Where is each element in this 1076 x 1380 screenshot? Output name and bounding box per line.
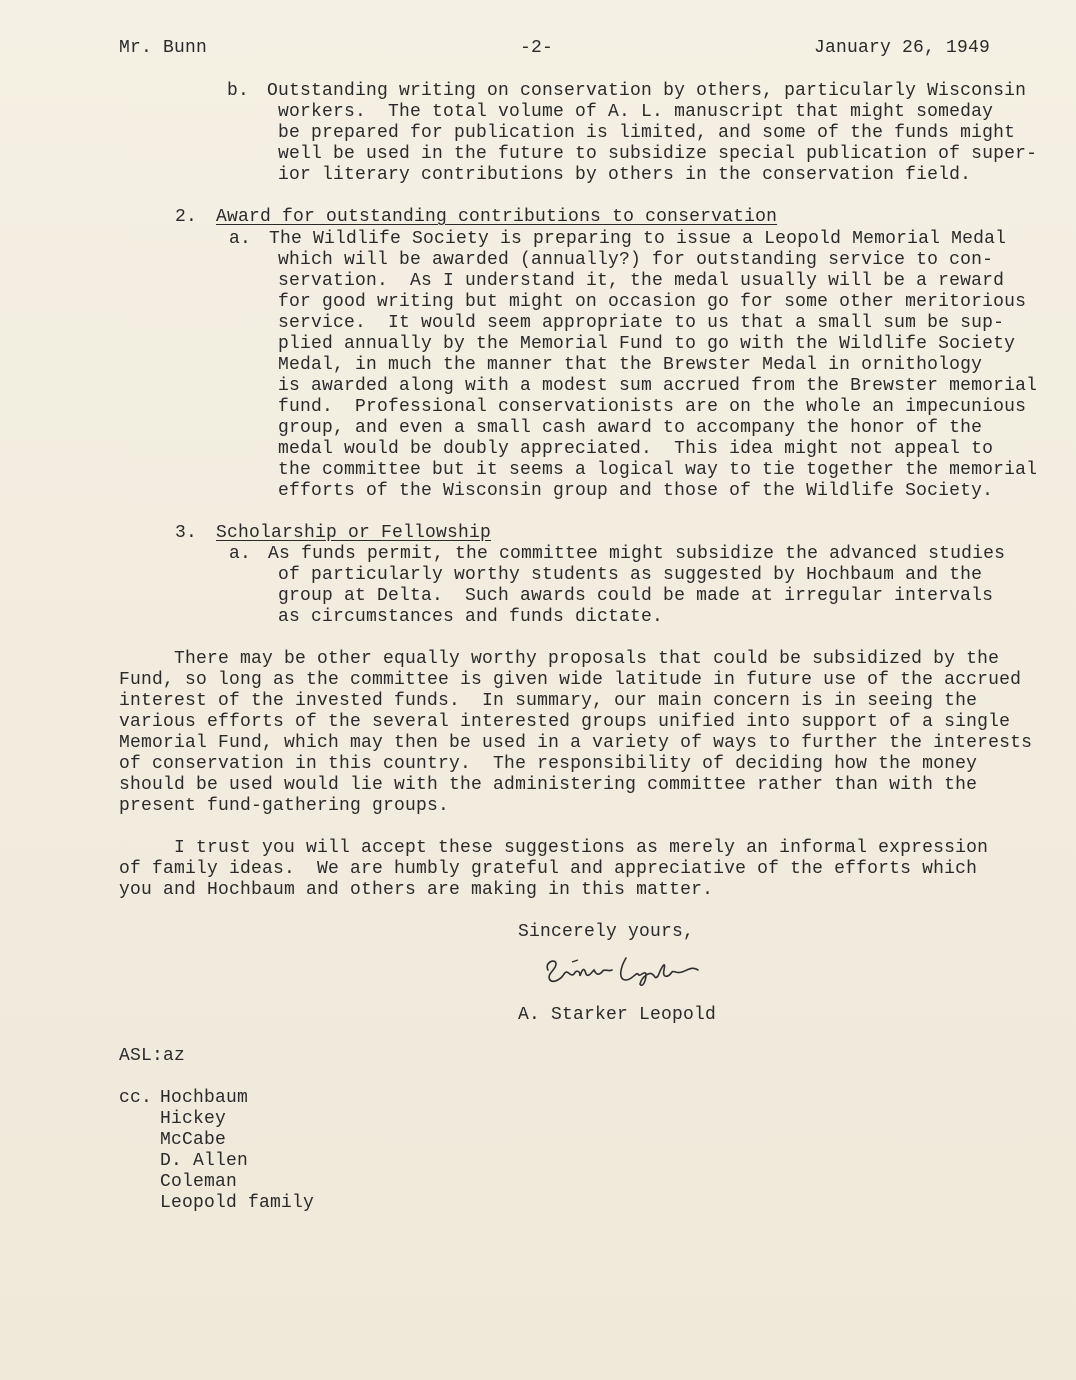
paragraph-2-line-3: you and Hochbaum and others are making in this matter. <box>119 880 714 900</box>
item-b-line-5: ior literary contributions by others in the conservation field. <box>278 165 972 185</box>
section-3-number: 3. <box>175 523 198 543</box>
section-2-line-12: the committee but it seems a logical way to tie together the memorial <box>278 460 1038 480</box>
paragraph-1-line-3: interest of the invested funds. In summary, our main concern is in seeing the <box>119 691 978 711</box>
section-2-line-6: plied annually by the Memorial Fund to go with the Wildlife Society <box>278 334 1016 354</box>
paragraph-1-line-7: should be used would lie with the administering committee rather than with the <box>119 775 978 795</box>
header-date: January 26, 1949 <box>814 38 991 58</box>
paragraph-2-line-1: I trust you will accept these suggestions as merely an informal expression <box>174 838 989 858</box>
section-2-heading: Award for outstanding contributions to conservation <box>216 207 778 227</box>
paragraph-1-line-4: various efforts of the several interested groups unified into support of a single <box>119 712 1011 732</box>
cc-recipient: D. Allen <box>160 1151 249 1171</box>
header-recipient: Mr. Bunn <box>119 38 208 58</box>
paragraph-1-line-2: Fund, so long as the committee is given wide latitude in future use of the accrued <box>119 670 1022 690</box>
section-3-heading: Scholarship or Fellowship <box>216 523 492 543</box>
section-2-line-3: servation. As I understand it, the medal usually will be a reward <box>278 271 1005 291</box>
cc-label: cc. <box>119 1088 153 1108</box>
paragraph-1-line-8: present fund-gathering groups. <box>119 796 450 816</box>
section-2-number: 2. <box>175 207 198 227</box>
section-2-line-9: fund. Professional conservationists are on the whole an impecunious <box>278 397 1027 417</box>
paragraph-1-line-5: Memorial Fund, which may then be used in a variety of ways to further the interests <box>119 733 1033 753</box>
signatory-name: A. Starker Leopold <box>518 1005 717 1025</box>
section-2-line-4: for good writing but might on occasion go for some other meritorious <box>278 292 1027 312</box>
paragraph-1-line-6: of conservation in this country. The responsibility of deciding how the money <box>119 754 978 774</box>
item-b-marker: b. <box>227 81 250 101</box>
cc-recipient: Hochbaum <box>160 1088 249 1108</box>
handwritten-signature <box>542 948 712 992</box>
section-2-line-1: The Wildlife Society is preparing to issue a Leopold Memorial Medal <box>269 229 1007 249</box>
section-3-item-a-marker: a. <box>229 544 252 564</box>
section-3-line-2: of particularly worthy students as suggested by Hochbaum and the <box>278 565 983 585</box>
section-3-line-4: as circumstances and funds dictate. <box>278 607 664 627</box>
section-2-item-a-marker: a. <box>229 229 252 249</box>
closing: Sincerely yours, <box>518 922 695 942</box>
paragraph-2-line-2: of family ideas. We are humbly grateful and appreciative of the efforts which <box>119 859 978 879</box>
section-2-line-11: medal would be doubly appreciated. This idea might not appeal to <box>278 439 994 459</box>
cc-recipient: Leopold family <box>160 1193 315 1213</box>
section-2-line-10: group, and even a small cash award to accompany the honor of the <box>278 418 983 438</box>
item-b-line-4: well be used in the future to subsidize special publication of super- <box>278 144 1038 164</box>
cc-recipient: McCabe <box>160 1130 227 1150</box>
section-3-line-3: group at Delta. Such awards could be made at irregular intervals <box>278 586 994 606</box>
paragraph-1-line-1: There may be other equally worthy proposals that could be subsidized by the <box>174 649 1000 669</box>
cc-recipient: Hickey <box>160 1109 227 1129</box>
item-b-line-3: be prepared for publication is limited, and some of the funds might <box>278 123 1016 143</box>
section-2-line-2: which will be awarded (annually?) for outstanding service to con- <box>278 250 994 270</box>
header-page-number: -2- <box>520 38 554 58</box>
section-2-line-8: is awarded along with a modest sum accrued from the Brewster memorial <box>278 376 1038 396</box>
cc-recipient: Coleman <box>160 1172 238 1192</box>
section-2-line-7: Medal, in much the manner that the Brewster Medal in ornithology <box>278 355 983 375</box>
item-b-line-2: workers. The total volume of A. L. manuscript that might someday <box>278 102 994 122</box>
section-2-line-13: efforts of the Wisconsin group and those of the Wildlife Society. <box>278 481 994 501</box>
reference-initials: ASL:az <box>119 1046 186 1066</box>
section-2-line-5: service. It would seem appropriate to us that a small sum be sup- <box>278 313 1005 333</box>
section-3-line-1: As funds permit, the committee might subsidize the advanced studies <box>268 544 1006 564</box>
item-b-line-1: Outstanding writing on conservation by others, particularly Wisconsin <box>267 81 1027 101</box>
